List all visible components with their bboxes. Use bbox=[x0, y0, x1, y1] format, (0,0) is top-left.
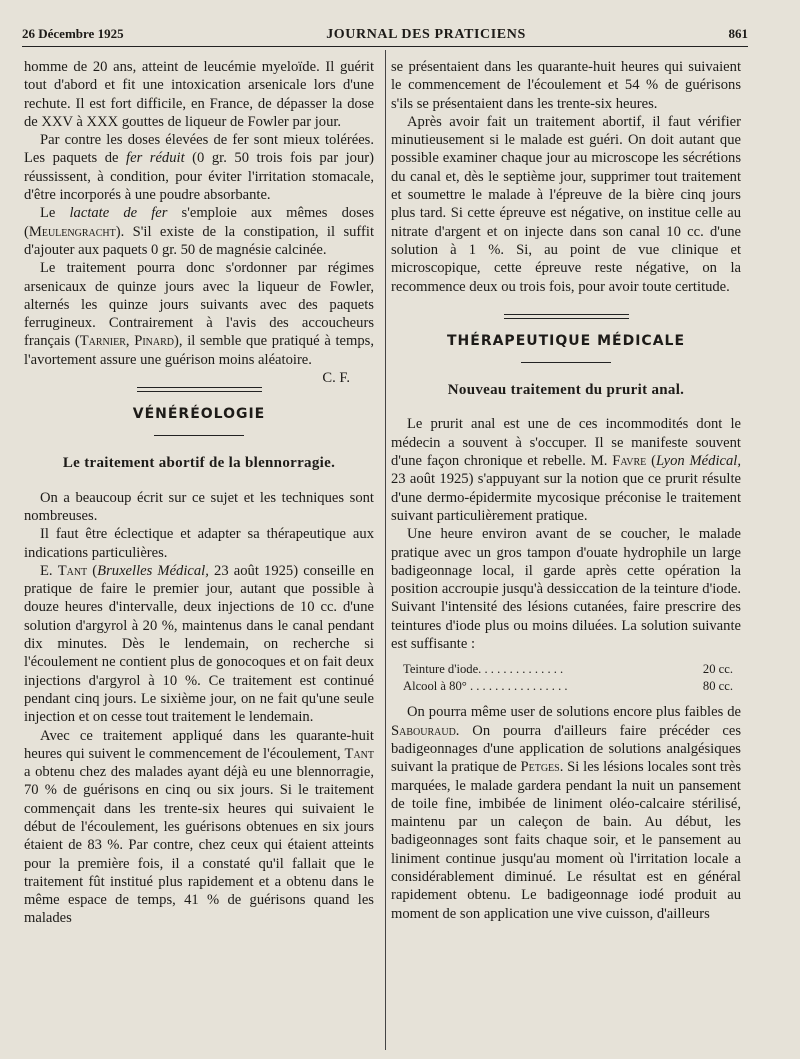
paragraph: Par contre les doses élevées de fer sont mieux tolérées. Les paquets de fer réduit (0 gr. 50 trois fois par jour) réussissent, à condition, pour éviter l'irritation stomacale, d'être incorporés à une poudre absorbante. bbox=[24, 132, 374, 204]
paragraph: On pourra même user de solutions encore plus faibles de Sabouraud. On pourra d'ailleurs faire précéder ces badigeonnages d'une application de solutions analgésiques suivant la pratique de Petges. Si les lésions locales sont très marquées, le malade gardera pendant la nuit un pansement de toile fine, imbibée de liniment oléo-calcaire stérilisé, maintenu par un caleçon de bain. Au début, les badigeonnages sont faits chaque soir, et le pansement au liniment continue jusqu'au moment où l'irritation locale a considérablement diminué. Le résultat est en général rapidement obtenu. Le badigeonnage iodé produit au moment de son application une vive cuisson, d'ailleurs bbox=[391, 704, 741, 922]
author-initials: C. F. bbox=[322, 370, 350, 387]
ingredient-name: Teinture d'iode. . . . . . . . . . . . . . bbox=[403, 662, 564, 677]
left-column bbox=[24, 58, 374, 928]
section-underline bbox=[154, 435, 244, 436]
paragraph: se présentaient dans les quarante-huit heures qui suivaient le commencement de l'écoulement et 54 % de guérisons s'ils se présentaient dans les trente-six heures. bbox=[391, 59, 741, 112]
ingredient-quantity: 20 cc. bbox=[702, 662, 733, 677]
ingredient-name: Alcool à 80° . . . . . . . . . . . . . . . . bbox=[403, 679, 568, 694]
page-number: 861 bbox=[728, 26, 748, 41]
paragraph: Avec ce traitement appliqué dans les quarante-huit heures qui suivent le commencement de l'écoulement, Tant a obtenu chez des malades ayant déjà eu une blennorragie, 70 % de guérisons en cinq ou six jours. Si le traitement commençait dans les trente-six heures qui suivaient le début de l'écoulement, les guérisons obtenues en six jours étaient de 83 %. Par contre, chez ceux qui étaient atteints pour la première fois, il a constaté qu'il fallait que le traitement fût institué plus rapidement et a obtenu dans le même espace de temps, 41 % de guérisons quand les malades bbox=[24, 727, 374, 927]
formula-row bbox=[403, 661, 733, 678]
paragraph: E. Tant (Bruxelles Médical, 23 août 1925) conseille en pratique de faire le premier jour, autant que possible à douze heures d'intervalle, deux injections de 10 cc. d'une solution d'argyrol à 20 %, maintenus dans le canal pendant dix minutes. Dès le lendemain, on recherche si l'écoulement ne contient plus de gonocoques et on fait deux injections d'argyrol à 10 %. Ce traitement est continué pendant cinq jours. Le sixième jour, on ne fait qu'une seule injection et on cesse tout traitement le lendemain. bbox=[24, 562, 374, 726]
section-title: THÉRAPEUTIQUE MÉDICALE bbox=[446, 332, 686, 349]
prescription-formula bbox=[403, 661, 733, 695]
paragraph: Le lactate de fer s'emploie aux mêmes doses (Meulengracht). S'il existe de la constipation, il suffit d'ajouter aux paquets 0 gr. 50 de magnésie calcinée. bbox=[24, 205, 375, 258]
paragraph: Une heure environ avant de se coucher, le malade pratique avec un gros tampon d'ouate hydrophile un large badigeonnage local, il garde après cette opération la position accroupie jusqu'à dessiccation de la teinture d'iode. Suivant l'intensité des lésions cutanées, faire prescrire des teintures d'iode plus ou moins diluées. La solution suivante est suffisante : bbox=[391, 526, 741, 653]
section-underline bbox=[521, 362, 611, 363]
paragraph: homme de 20 ans, atteint de leucémie myeloïde. Il guérit tout d'abord et fit une intoxication arsenicale lors d'une rechute. Il est fort difficile, en France, de dépasser la dose de XXV à XXX gouttes de liqueur de Fowler par jour. bbox=[24, 59, 374, 130]
article-title: Nouveau traitement du prurit anal. bbox=[447, 382, 685, 399]
section-rule bbox=[137, 387, 262, 392]
paragraph: Après avoir fait un traitement abortif, il faut vérifier minutieusement si le malade est guéri. On doit autant que possible examiner chaque jour au microscope les sécrétions du canal et, dès le septième jour, supprimer tout traitement et soumettre le malade à l'épreuve de la bière cinq jours plus tard. Si cette épreuve est négative, on institue celle au nitrate d'argent et on injecte dans son canal 10 cc. d'une solution à 1 %. Si, au point de vue clinique et microscopique, cette épreuve reste négative, on la recommence deux ou trois fois, pour avoir toute certitude. bbox=[391, 113, 741, 295]
issue-date: 26 Décembre 1925 bbox=[22, 26, 124, 41]
paragraph: On a beaucoup écrit sur ce sujet et les techniques sont nombreuses. bbox=[24, 489, 374, 524]
paragraph: Il faut être éclectique et adapter sa thérapeutique aux indications particulières. bbox=[24, 526, 374, 561]
section-title: VÉNÉRÉOLOGIE bbox=[132, 406, 266, 423]
article-title: Le traitement abortif de la blennorragie. bbox=[62, 455, 336, 472]
section-rule bbox=[504, 314, 629, 319]
paragraph: Le traitement pourra donc s'ordonner par régimes arsenicaux de quinze jours avec la liqueur de Fowler, alternés les quinze jours suivants avec des paquets ferrugineux. Contrairement à l'avis des accoucheurs français (Tarnier, Pinard), il semble que pratiqué à temps, l'avortement assure une guérison moins aléatoire. C. F. bbox=[24, 260, 374, 387]
journal-title: JOURNAL DES PRATICIENS bbox=[326, 27, 526, 42]
formula-row bbox=[403, 678, 733, 695]
header-rule bbox=[22, 46, 748, 47]
ingredient-quantity: 80 cc. bbox=[702, 679, 733, 694]
column-divider bbox=[385, 50, 386, 1050]
right-column bbox=[391, 58, 741, 923]
paragraph: Le prurit anal est une de ces incommodités dont le médecin a souvent à s'occuper. Il se manifeste souvent d'une façon chronique et rebelle. M. Favre (Lyon Médical, 23 août 1925) s'appuyant sur la notion que ce prurit résulte d'une dermo-épidermite mycosique préconise le traitement suivant particulièrement pratique. bbox=[391, 416, 741, 524]
page-header bbox=[22, 26, 748, 44]
